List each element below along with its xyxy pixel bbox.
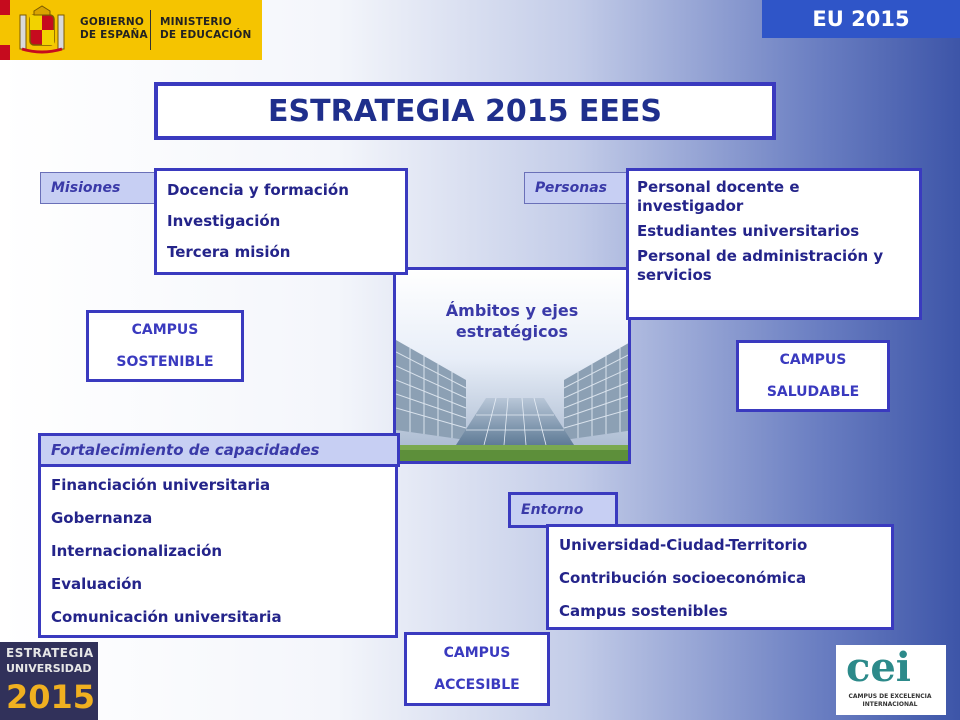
list-item: Personal de administración y servicios bbox=[637, 247, 884, 284]
campus-label: SALUDABLE bbox=[766, 384, 860, 400]
list-item: Docencia y formación bbox=[167, 181, 349, 199]
cei-mark: cei bbox=[846, 644, 911, 691]
entorno-tab: Entorno bbox=[508, 492, 618, 528]
list-item: Financiación universitaria bbox=[51, 476, 271, 494]
misiones-list bbox=[154, 168, 408, 275]
list-item: Comunicación universitaria bbox=[51, 608, 282, 626]
list-item: Investigación bbox=[167, 212, 281, 230]
list-item: Tercera misión bbox=[167, 243, 291, 261]
list-item: Personal docente e investigador bbox=[637, 178, 800, 215]
header-divider bbox=[150, 10, 151, 50]
list-item: Universidad-Ciudad-Territorio bbox=[559, 536, 808, 554]
coat-of-arms-icon bbox=[16, 5, 68, 55]
gobierno-label: GOBIERNO DE ESPAÑA bbox=[80, 16, 148, 41]
list-item: Contribución socioeconómica bbox=[559, 569, 807, 587]
campus-saludable-box bbox=[736, 340, 890, 412]
list-item: Gobernanza bbox=[51, 509, 153, 527]
cei-subtitle: CAMPUS DE EXCELENCIA INTERNACIONAL bbox=[848, 693, 932, 708]
center-caption: Ámbitos y ejes estratégicos bbox=[445, 301, 579, 341]
fortalecimiento-list bbox=[38, 464, 398, 638]
campus-label: SOSTENIBLE bbox=[116, 354, 214, 370]
campus-accesible-box bbox=[404, 632, 550, 706]
fortalecimiento-tab: Fortalecimiento de capacidades bbox=[38, 433, 400, 467]
list-item: Estudiantes universitarios bbox=[637, 222, 860, 240]
campus-label: CAMPUS bbox=[779, 352, 847, 368]
entorno-list bbox=[546, 524, 894, 630]
center-image bbox=[393, 267, 631, 464]
list-item: Evaluación bbox=[51, 575, 143, 593]
page-title: ESTRATEGIA 2015 EEES bbox=[154, 82, 776, 140]
campus-label: CAMPUS bbox=[131, 322, 199, 338]
ministerio-label: MINISTERIO DE EDUCACIÓN bbox=[160, 16, 252, 41]
flag-strip bbox=[0, 0, 10, 60]
estrategia-universidad-logo bbox=[0, 642, 98, 720]
list-item: Internacionalización bbox=[51, 542, 223, 560]
logo-line: UNIVERSIDAD bbox=[6, 662, 92, 675]
list-item: Campus sostenibles bbox=[559, 602, 728, 620]
misiones-tab: Misiones bbox=[40, 172, 160, 204]
personas-tab: Personas bbox=[524, 172, 634, 204]
personas-list bbox=[626, 168, 922, 320]
campus-sostenible-box bbox=[86, 310, 244, 382]
logo-year: 2015 bbox=[6, 678, 96, 716]
eu-2015-tab: EU 2015 bbox=[762, 0, 960, 38]
logo-line: ESTRATEGIA bbox=[6, 646, 94, 660]
campus-label: CAMPUS bbox=[443, 645, 511, 661]
cei-logo bbox=[836, 645, 946, 715]
campus-label: ACCESIBLE bbox=[434, 677, 520, 693]
